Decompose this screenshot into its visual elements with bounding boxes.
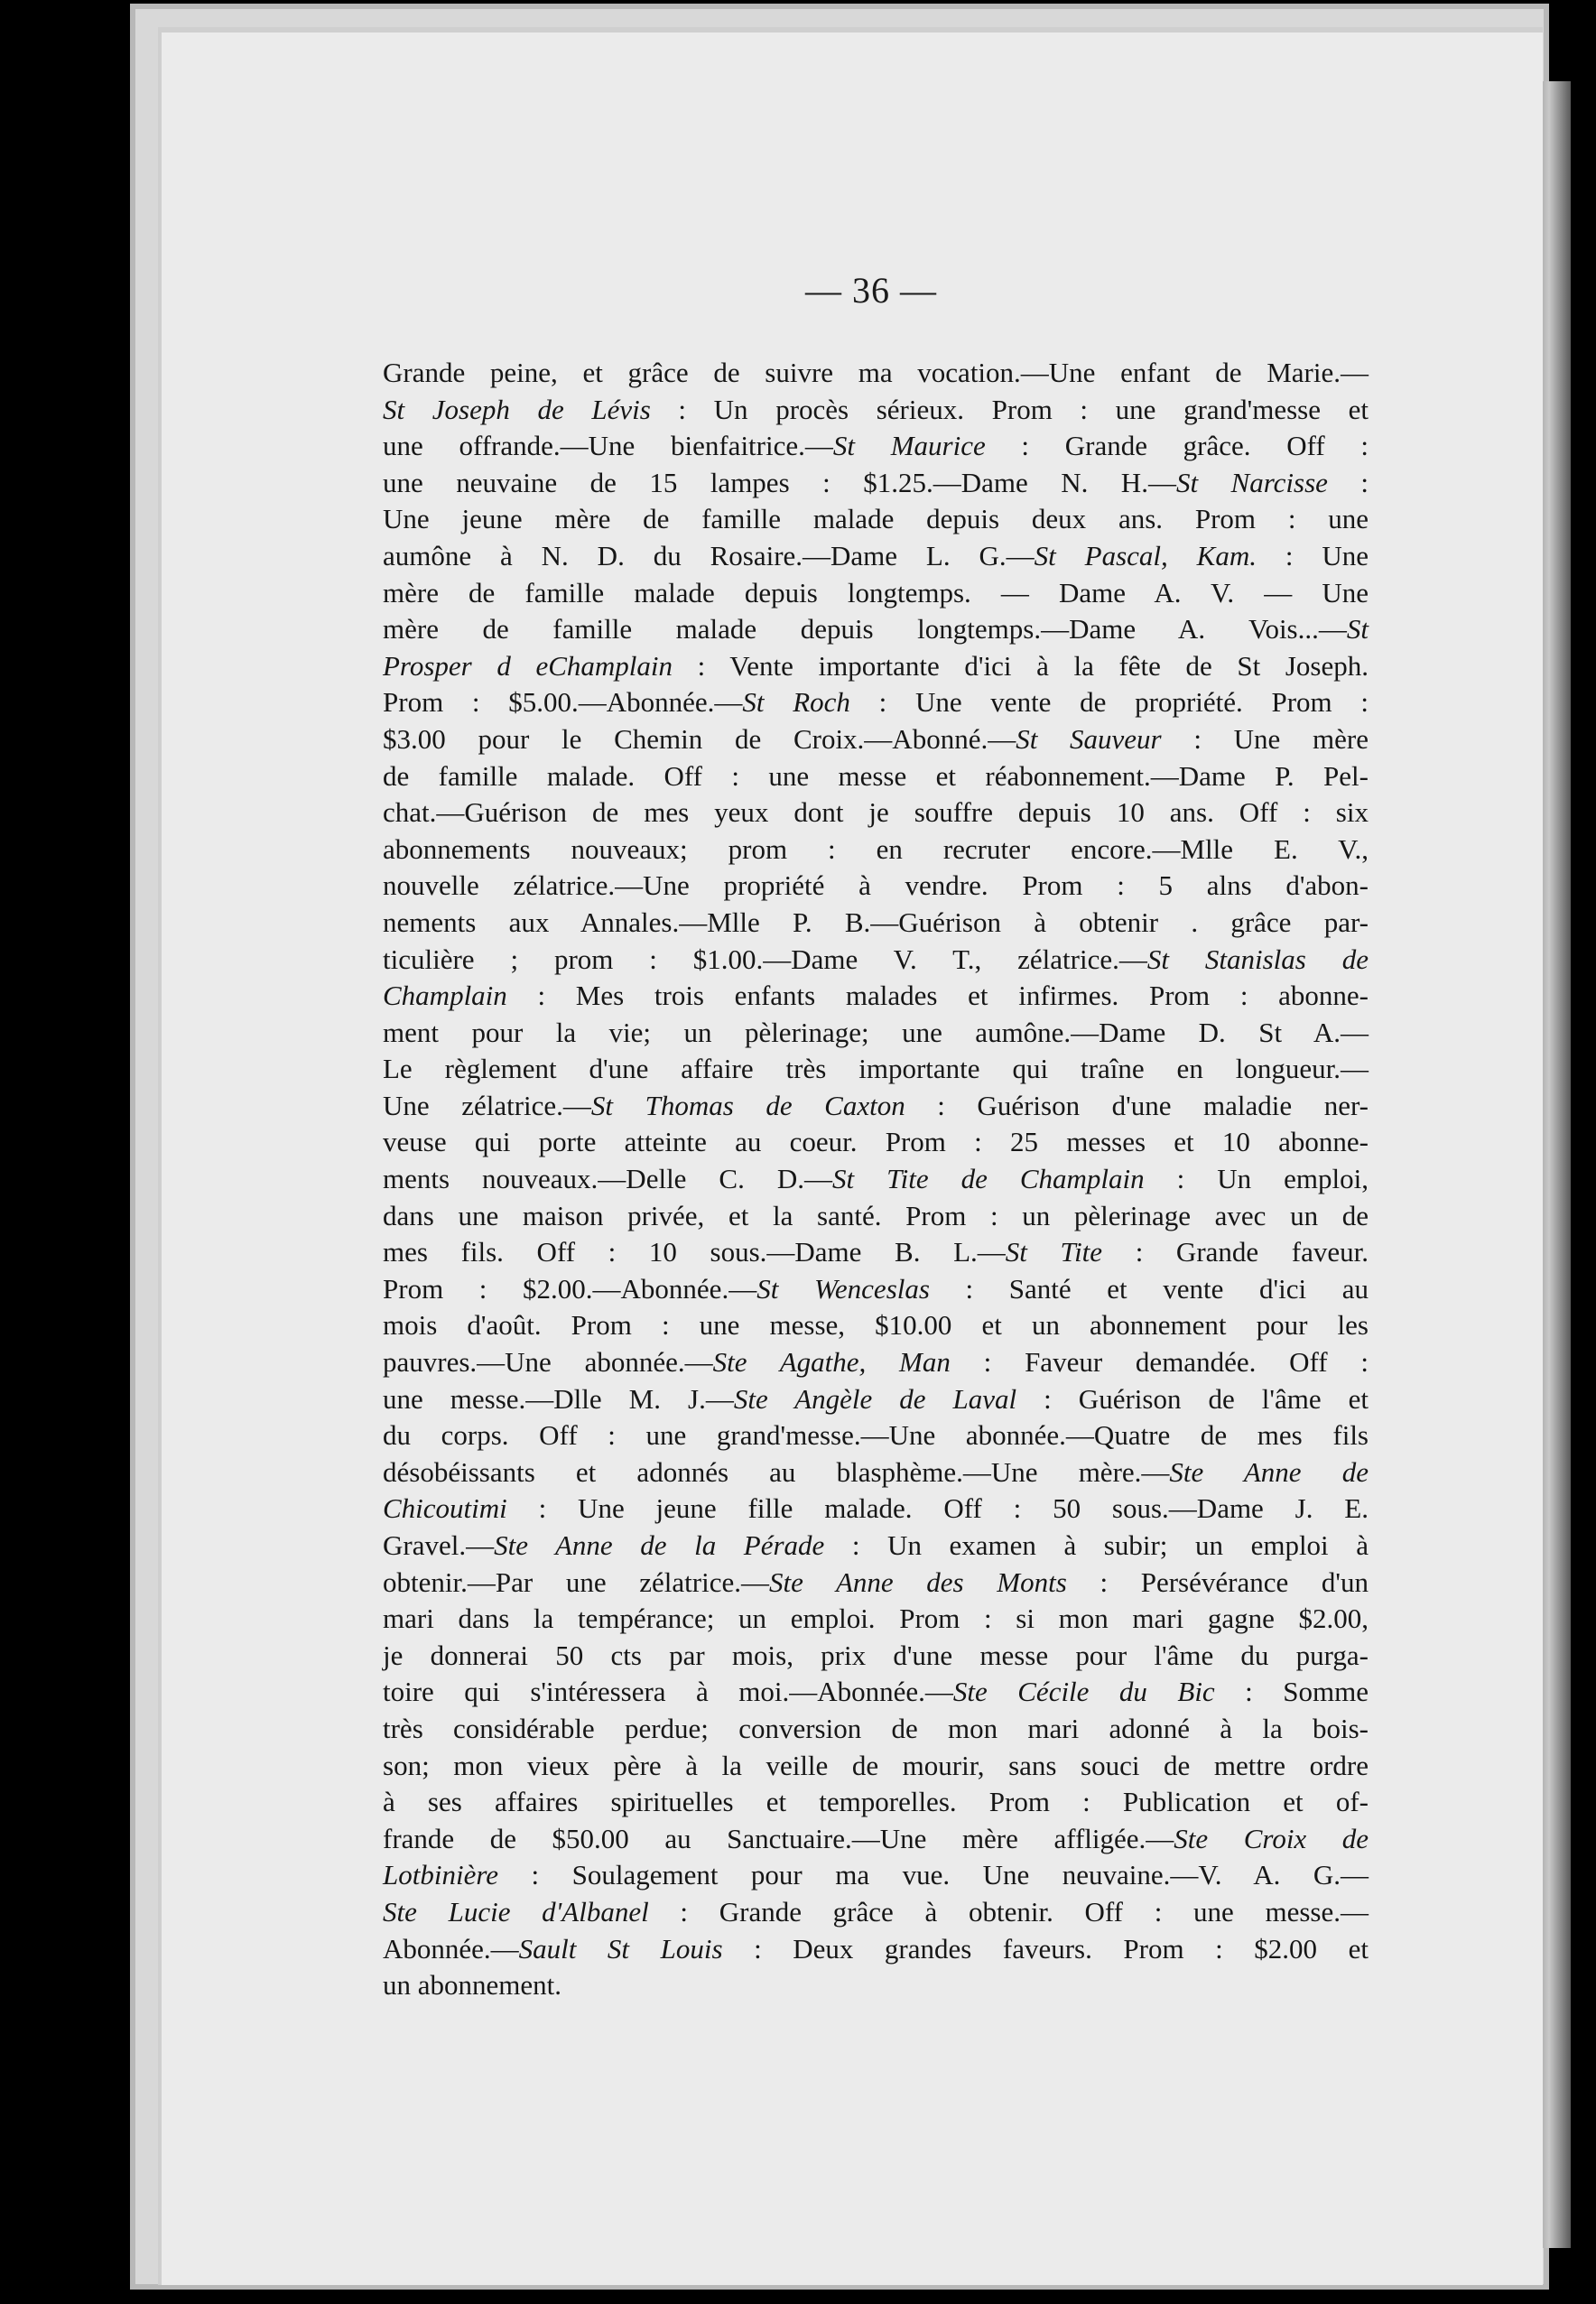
- text-line: [383, 1528, 1369, 1565]
- text-line: [383, 501, 1369, 538]
- text-line: [383, 1565, 1369, 1602]
- text-segment: pauvres.—Une abonnée.—: [383, 1346, 713, 1379]
- text-segment: aumône à N. D. du Rosaire.—Dame L. G.—: [383, 539, 1035, 571]
- text-segment: : Une mère: [1161, 722, 1369, 755]
- text-segment: : Grande grâce. Off :: [985, 430, 1369, 462]
- place-name: St Maurice: [832, 430, 986, 462]
- text-line: [383, 1088, 1369, 1125]
- text-segment: à ses affaires spirituelles et temporelles. Prom : Publication et of-: [383, 1786, 1369, 1818]
- text-segment: : Soulagement pour ma vue. Une neuvaine.—V. A. G.—: [498, 1859, 1369, 1891]
- text-line: [383, 1015, 1369, 1052]
- text-segment: toire qui s'intéressera à moi.—Abonnée.—: [383, 1676, 953, 1708]
- text-line: [383, 1198, 1369, 1235]
- text-segment: : Un emploi,: [1144, 1163, 1369, 1195]
- text-segment: : Santé et vente d'ici au: [929, 1272, 1369, 1305]
- text-segment: : Une vente de propriété. Prom :: [849, 686, 1369, 719]
- text-segment: : Guérison d'une maladie ner-: [905, 1089, 1369, 1121]
- text-line: [383, 721, 1369, 758]
- text-line: [383, 1051, 1369, 1088]
- text-segment: Grande peine, et grâce de suivre ma vocation.—Une enfant de Marie.—: [383, 357, 1369, 388]
- text-segment: Gravel.—: [383, 1529, 495, 1561]
- place-name: Prosper d eChamplain: [383, 649, 673, 682]
- text-segment: un abonnement.: [383, 1969, 562, 2002]
- place-name: St Wenceslas: [756, 1272, 930, 1305]
- text-segment: son; mon vieux père à la veille de mourir, sans souci de mettre ordre: [383, 1749, 1369, 1781]
- text-line: [383, 794, 1369, 831]
- text-segment: : Grande grâce à obtenir. Off : une messe.—: [648, 1895, 1369, 1928]
- text-line: [383, 1967, 1369, 2004]
- text-line: [383, 648, 1369, 685]
- text-segment: : Somme: [1214, 1676, 1369, 1708]
- text-line: [383, 1674, 1369, 1711]
- text-segment: mère de famille malade depuis longtemps. — Dame A. V. — Une: [383, 576, 1369, 609]
- text-line: [383, 465, 1369, 502]
- text-line: [383, 1748, 1369, 1785]
- text-segment: Prom : $2.00.—Abonnée.—: [383, 1272, 757, 1305]
- place-name: Ste Cécile du Bic: [952, 1676, 1215, 1708]
- text-line: [383, 1784, 1369, 1821]
- text-line: [383, 611, 1369, 648]
- text-line: [383, 392, 1369, 429]
- place-name: Ste Lucie d'Albanel: [383, 1895, 649, 1928]
- text-line: [383, 758, 1369, 795]
- text-segment: veuse qui porte atteinte au coeur. Prom : 25 messes et 10 abonne-: [383, 1126, 1369, 1158]
- text-line: [383, 1124, 1369, 1161]
- place-name: Ste Anne de la Pérade: [494, 1529, 825, 1561]
- place-name: St Sauveur: [1016, 722, 1162, 755]
- text-segment: :: [1327, 466, 1369, 498]
- text-segment: abonnements nouveaux; prom : en recruter encore.—Mlle E. V.,: [383, 832, 1369, 865]
- text-segment: Le règlement d'une affaire très importante qui traîne en longueur.—: [383, 1053, 1369, 1085]
- text-segment: : Une: [1256, 539, 1369, 571]
- text-segment: Une zélatrice.—: [383, 1089, 591, 1121]
- text-line: [383, 1857, 1369, 1894]
- text-segment: : Deux grandes faveurs. Prom : $2.00 et: [722, 1932, 1369, 1965]
- text-line: [383, 538, 1369, 575]
- text-line: [383, 355, 1369, 392]
- place-name: St Stanislas de: [1146, 943, 1369, 975]
- text-line: [383, 1638, 1369, 1675]
- place-name: Ste Croix de: [1174, 1822, 1369, 1854]
- place-name: St Tite de Champlain: [832, 1163, 1145, 1195]
- text-line: [383, 1601, 1369, 1638]
- text-segment: obtenir.—Par une zélatrice.—: [383, 1565, 769, 1598]
- text-line: [383, 1344, 1369, 1381]
- text-line: [383, 1161, 1369, 1198]
- text-line: [383, 905, 1369, 942]
- text-segment: : Vente importante d'ici à la fête de St Joseph.: [673, 649, 1369, 682]
- text-line: [383, 1454, 1369, 1491]
- text-segment: : Guérison de l'âme et: [1016, 1382, 1369, 1415]
- text-segment: : Un procès sérieux. Prom : une grand'messe et: [650, 393, 1369, 425]
- text-line: [383, 1491, 1369, 1528]
- place-name: Champlain: [383, 980, 507, 1012]
- text-segment: mari dans la tempérance; un emploi. Prom : si mon mari gagne $2.00,: [383, 1603, 1369, 1635]
- text-line: [383, 428, 1369, 465]
- text-segment: $3.00 pour le Chemin de Croix.—Abonné.—: [383, 722, 1016, 755]
- place-name: Ste Angèle de Laval: [733, 1382, 1017, 1415]
- text-segment: Prom : $5.00.—Abonnée.—: [383, 686, 743, 719]
- place-name: St Tite: [1005, 1236, 1103, 1268]
- text-segment: une neuvaine de 15 lampes : $1.25.—Dame N. H.—: [383, 466, 1176, 498]
- text-line: [383, 1711, 1369, 1748]
- place-name: St Pascal, Kam.: [1034, 539, 1257, 571]
- place-name: Ste Anne des Monts: [768, 1565, 1067, 1598]
- place-name: St Roch: [742, 686, 850, 719]
- text-line: [383, 1381, 1369, 1418]
- text-segment: je donnerai 50 cts par mois, prix d'une messe pour l'âme du purga-: [383, 1639, 1369, 1671]
- text-segment: Abonnée.—: [383, 1932, 519, 1965]
- text-line: [383, 1271, 1369, 1308]
- text-segment: mes fils. Off : 10 sous.—Dame B. L.—: [383, 1236, 1006, 1268]
- body-text: [383, 355, 1369, 2004]
- text-segment: : Grande faveur.: [1102, 1236, 1369, 1268]
- text-line: [383, 1931, 1369, 1968]
- place-name: Ste Anne de: [1169, 1455, 1369, 1488]
- text-line: [383, 1821, 1369, 1858]
- text-line: [383, 1894, 1369, 1931]
- place-name: St Thomas de Caxton: [590, 1089, 905, 1121]
- place-name: Ste Agathe, Man: [712, 1346, 951, 1379]
- text-line: [383, 1234, 1369, 1271]
- text-line: [383, 942, 1369, 979]
- text-segment: frande de $50.00 au Sanctuaire.—Une mère affligée.—: [383, 1822, 1174, 1854]
- text-segment: : Mes trois enfants malades et infirmes. Prom : abonne-: [506, 980, 1369, 1012]
- place-name: Sault St Louis: [518, 1932, 723, 1965]
- place-name: Lotbinière: [383, 1859, 499, 1891]
- text-segment: : Un examen à subir; un emploi à: [824, 1529, 1369, 1561]
- place-name: St Narcisse: [1175, 466, 1328, 498]
- text-line: [383, 831, 1369, 869]
- text-segment: chat.—Guérison de mes yeux dont je souffre depuis 10 ans. Off : six: [383, 796, 1369, 829]
- text-segment: ment pour la vie; un pèlerinage; une aumône.—Dame D. St A.—: [383, 1016, 1369, 1048]
- text-segment: de famille malade. Off : une messe et réabonnement.—Dame P. Pel-: [383, 759, 1369, 792]
- page-number: — 36 —: [805, 270, 937, 311]
- text-segment: désobéissants et adonnés au blasphème.—Une mère.—: [383, 1455, 1170, 1488]
- place-name: Chicoutimi: [383, 1492, 507, 1525]
- place-name: St Joseph de Lévis: [383, 393, 651, 425]
- text-segment: nements aux Annales.—Mlle P. B.—Guérison à obtenir . grâce par-: [383, 906, 1369, 938]
- text-segment: Une jeune mère de famille malade depuis deux ans. Prom : une: [383, 503, 1369, 535]
- text-line: [383, 684, 1369, 721]
- text-segment: une messe.—Dlle M. J.—: [383, 1382, 734, 1415]
- text-segment: mère de famille malade depuis longtemps.—Dame A. Vois...—: [383, 613, 1347, 646]
- text-segment: du corps. Off : une grand'messe.—Une abonnée.—Quatre de mes fils: [383, 1419, 1369, 1452]
- text-line: [383, 1307, 1369, 1344]
- text-line: [383, 575, 1369, 612]
- text-segment: : Une jeune fille malade. Off : 50 sous.—Dame J. E.: [506, 1492, 1369, 1525]
- place-name: St: [1346, 613, 1369, 646]
- text-line: [383, 978, 1369, 1015]
- text-segment: ticulière ; prom : $1.00.—Dame V. T., zélatrice.—: [383, 943, 1147, 975]
- text-segment: mois d'août. Prom : une messe, $10.00 et un abonnement pour les: [383, 1309, 1369, 1342]
- text-segment: dans une maison privée, et la santé. Prom : un pèlerinage avec un de: [383, 1199, 1369, 1231]
- text-line: [383, 1417, 1369, 1454]
- text-line: [383, 868, 1369, 905]
- text-segment: ments nouveaux.—Delle C. D.—: [383, 1163, 832, 1195]
- text-segment: : Persévérance d'un: [1066, 1565, 1369, 1598]
- text-segment: une offrande.—Une bienfaitrice.—: [383, 430, 833, 462]
- text-segment: nouvelle zélatrice.—Une propriété à vendre. Prom : 5 alns d'abon-: [383, 869, 1369, 902]
- text-segment: : Faveur demandée. Off :: [950, 1346, 1369, 1379]
- text-segment: très considérable perdue; conversion de mon mari adonné à la bois-: [383, 1712, 1369, 1744]
